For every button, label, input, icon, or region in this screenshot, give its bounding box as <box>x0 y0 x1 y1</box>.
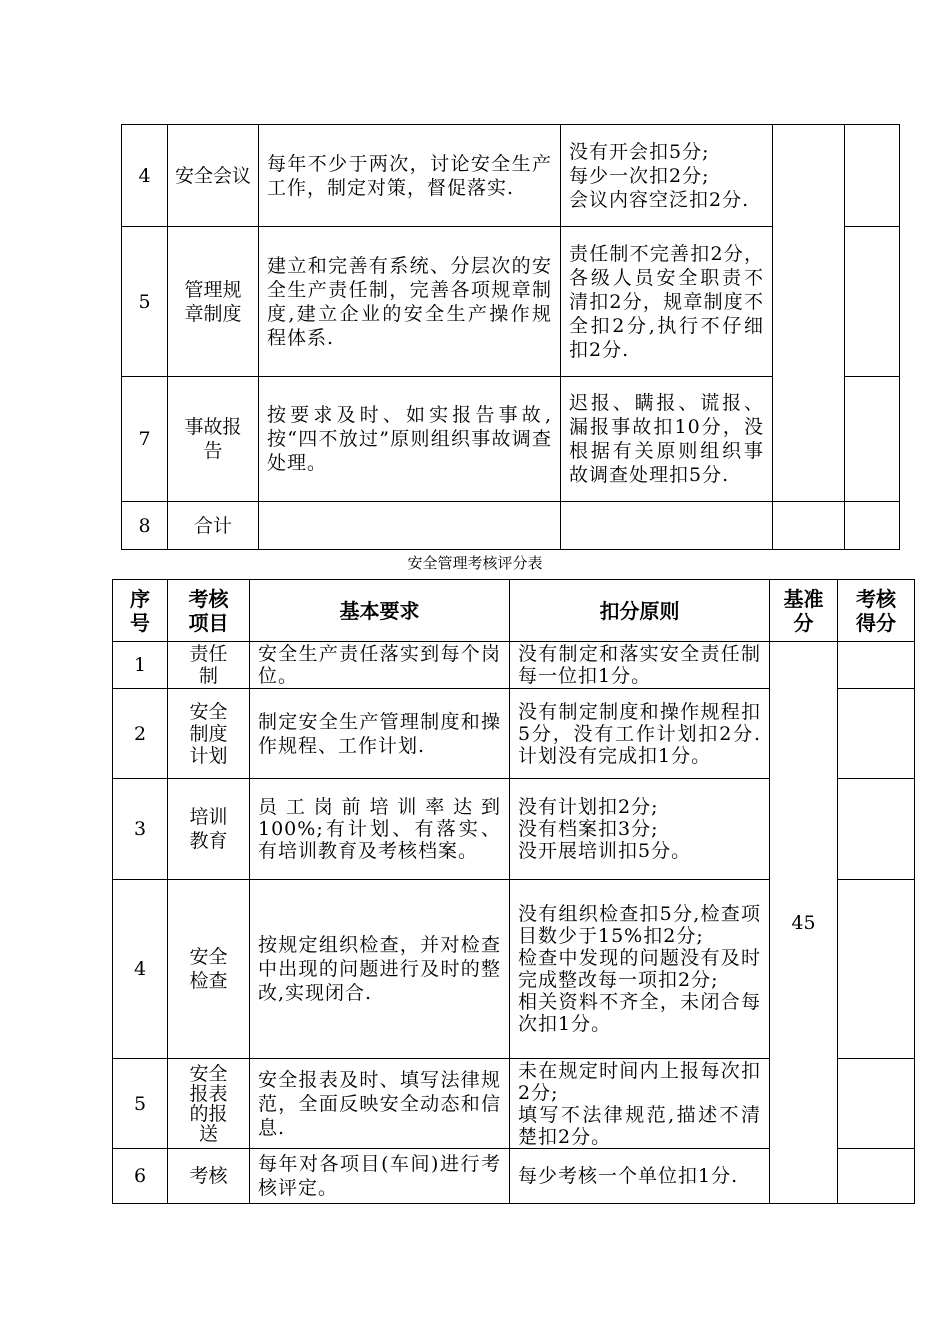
basic-requirement: 安全报表及时、填写法律规范，全面反映安全动态和信息. <box>250 1059 510 1149</box>
scoring-table-continued <box>121 124 900 550</box>
deduction-rule: 没有组织检查扣5分,检查项目数少于15%扣2分; 检查中发现的问题没有及时完成整改每一项扣2分; 相关资料不齐全，未闭合每次扣1分。 <box>510 880 770 1059</box>
row-number: 1 <box>113 642 168 689</box>
item-name: 安全 制度 计划 <box>168 689 250 779</box>
basic-requirement: 员工岗前培训率达到100%;有计划、有落实、有培训教育及考核档案。 <box>250 779 510 880</box>
score-cell[interactable] <box>838 779 915 880</box>
row-number: 2 <box>113 689 168 779</box>
table-caption: 安全管理考核评分表 <box>407 554 543 572</box>
row-number: 8 <box>122 502 168 550</box>
header-number: 序 号 <box>113 580 168 642</box>
basic-requirement: 安全生产责任落实到每个岗位。 <box>250 642 510 689</box>
safety-management-scoring-table <box>112 579 915 1204</box>
row-number: 6 <box>113 1149 168 1204</box>
header-requirement: 基本要求 <box>250 580 510 642</box>
table-row <box>122 125 900 227</box>
basic-requirement: 制定安全生产管理制度和操作规程、工作计划. <box>250 689 510 779</box>
row-number: 3 <box>113 779 168 880</box>
item-name: 事故报告 <box>168 377 259 502</box>
basic-requirement: 建立和完善有系统、分层次的安全生产责任制，完善各项规章制度,建立企业的安全生产操作规程体系. <box>259 227 561 377</box>
deduction-rule: 没有制定制度和操作规程扣5分，没有工作计划扣2分.计划没有完成扣1分。 <box>510 689 770 779</box>
base-score-cell <box>773 125 845 502</box>
deduction-rule: 责任制不完善扣2分，各级人员安全职责不清扣2分，规章制度不全扣2分,执行不仔细扣2分. <box>561 227 773 377</box>
item-name: 管理规章制度 <box>168 227 259 377</box>
basic-requirement: 按规定组织检查，并对检查中出现的问题进行及时的整改,实现闭合. <box>250 880 510 1059</box>
score-cell[interactable] <box>845 125 900 227</box>
row-number: 4 <box>122 125 168 227</box>
base-score-cell <box>773 502 845 550</box>
deduction-rule: 没有计划扣2分; 没有档案扣3分; 没开展培训扣5分。 <box>510 779 770 880</box>
item-name: 安全 报表 的报 送 <box>168 1059 250 1149</box>
item-name: 安全 检查 <box>168 880 250 1059</box>
score-cell[interactable] <box>845 227 900 377</box>
row-number: 5 <box>113 1059 168 1149</box>
deduction-rule: 没有制定和落实安全责任制每一位扣1分。 <box>510 642 770 689</box>
basic-requirement: 每年不少于两次，讨论安全生产工作，制定对策，督促落实. <box>259 125 561 227</box>
score-cell[interactable] <box>845 502 900 550</box>
deduction-rule: 没有开会扣5分; 每少一次扣2分; 会议内容空泛扣2分. <box>561 125 773 227</box>
deduction-rule: 未在规定时间内上报每次扣2分; 填写不法律规范,描述不清楚扣2分。 <box>510 1059 770 1149</box>
base-score: 45 <box>770 642 838 1204</box>
header-deduction-rule: 扣分原则 <box>510 580 770 642</box>
item-name: 考核 <box>168 1149 250 1204</box>
score-cell[interactable] <box>845 377 900 502</box>
score-cell[interactable] <box>838 689 915 779</box>
row-number: 5 <box>122 227 168 377</box>
score-cell[interactable] <box>838 880 915 1059</box>
basic-requirement <box>259 502 561 550</box>
item-name: 安全会议 <box>168 125 259 227</box>
score-cell[interactable] <box>838 642 915 689</box>
basic-requirement: 按要求及时、如实报告事故,按“四不放过”原则组织事故调查处理。 <box>259 377 561 502</box>
score-cell[interactable] <box>838 1149 915 1204</box>
table-header-row <box>113 580 915 642</box>
item-name: 培训 教育 <box>168 779 250 880</box>
item-name: 责任 制 <box>168 642 250 689</box>
basic-requirement: 每年对各项目(车间)进行考核评定。 <box>250 1149 510 1204</box>
table-row-total <box>122 502 900 550</box>
deduction-rule: 迟报、瞒报、谎报、漏报事故扣10分，没根据有关原则组织事故调查处理扣5分. <box>561 377 773 502</box>
score-cell[interactable] <box>838 1059 915 1149</box>
header-assessed-score: 考核 得分 <box>838 580 915 642</box>
item-name: 合计 <box>168 502 259 550</box>
deduction-rule: 每少考核一个单位扣1分. <box>510 1149 770 1204</box>
header-item: 考核 项目 <box>168 580 250 642</box>
deduction-rule <box>561 502 773 550</box>
row-number: 4 <box>113 880 168 1059</box>
header-base-score: 基准 分 <box>770 580 838 642</box>
row-number: 7 <box>122 377 168 502</box>
table-row <box>113 642 915 689</box>
